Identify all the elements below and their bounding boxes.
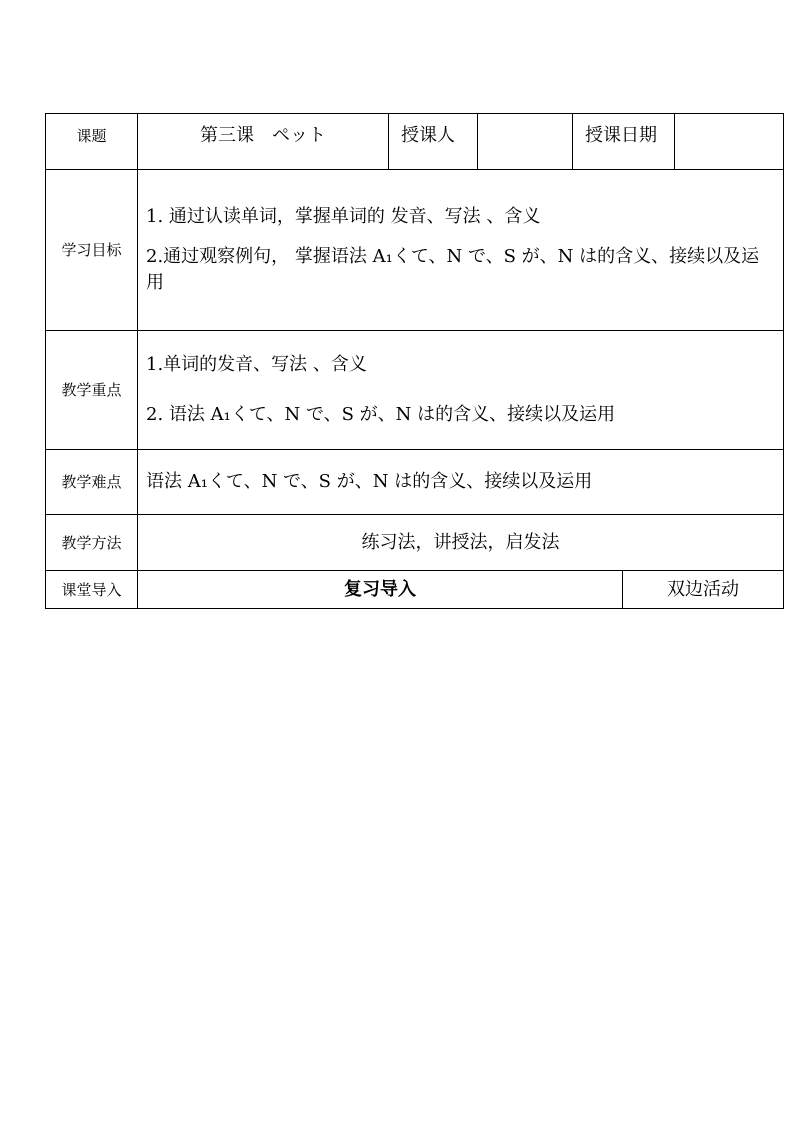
difficulties-content bbox=[138, 450, 784, 515]
key-points-row bbox=[46, 331, 784, 450]
topic-value: 第三课 ペット bbox=[200, 124, 326, 146]
key-point-line-2: 2. 语法 A₁くて、N で、S が、N は的含义、接续以及运用 bbox=[146, 404, 616, 425]
difficulties-label-cell bbox=[46, 450, 138, 515]
intro-row bbox=[46, 571, 784, 609]
difficulties-row bbox=[46, 450, 784, 515]
topic-value-cell bbox=[138, 114, 389, 170]
date-value-cell bbox=[675, 114, 784, 170]
key-points-label-cell bbox=[46, 331, 138, 450]
teacher-label-cell bbox=[389, 114, 478, 170]
objectives-content bbox=[138, 170, 784, 331]
intro-label-cell bbox=[46, 571, 138, 609]
intro-main-cell bbox=[138, 571, 623, 609]
method-label-cell bbox=[46, 515, 138, 571]
key-points-content bbox=[138, 331, 784, 450]
lesson-plan-table bbox=[45, 113, 784, 609]
objective-line-2: 2.通过观察例句， 掌握语法 A₁くて、N で、S が、N は的含义、接续以及运用 bbox=[146, 245, 760, 294]
objective-line-1: 1. 通过认读单词，掌握单词的 发音、写法 、含义 bbox=[146, 205, 541, 227]
method-content bbox=[138, 515, 784, 571]
method-text: 练习法，讲授法，启发法 bbox=[361, 531, 560, 553]
method-label: 教学方法 bbox=[61, 533, 122, 552]
intro-label: 课堂导入 bbox=[61, 580, 122, 599]
header-row bbox=[46, 114, 784, 170]
date-label: 授课日期 bbox=[585, 124, 657, 146]
difficulties-text: 语法 A₁くて、N で、S が、N は的含义、接续以及运用 bbox=[146, 470, 593, 492]
key-point-line-1: 1.单词的发音、写法 、含义 bbox=[146, 353, 367, 375]
objectives-label-cell bbox=[46, 170, 138, 331]
date-label-cell bbox=[573, 114, 675, 170]
topic-label-cell bbox=[46, 114, 138, 170]
topic-label: 课题 bbox=[76, 126, 107, 145]
objectives-row bbox=[46, 170, 784, 331]
intro-main-text: 复习导入 bbox=[344, 578, 416, 600]
intro-side-cell bbox=[623, 571, 784, 609]
intro-side-text: 双边活动 bbox=[667, 578, 739, 600]
objectives-label: 学习目标 bbox=[61, 241, 122, 259]
method-row bbox=[46, 515, 784, 571]
key-points-label: 教学重点 bbox=[61, 381, 122, 399]
teacher-value-cell bbox=[478, 114, 573, 170]
difficulties-label: 教学难点 bbox=[61, 473, 122, 491]
teacher-label: 授课人 bbox=[401, 124, 455, 146]
